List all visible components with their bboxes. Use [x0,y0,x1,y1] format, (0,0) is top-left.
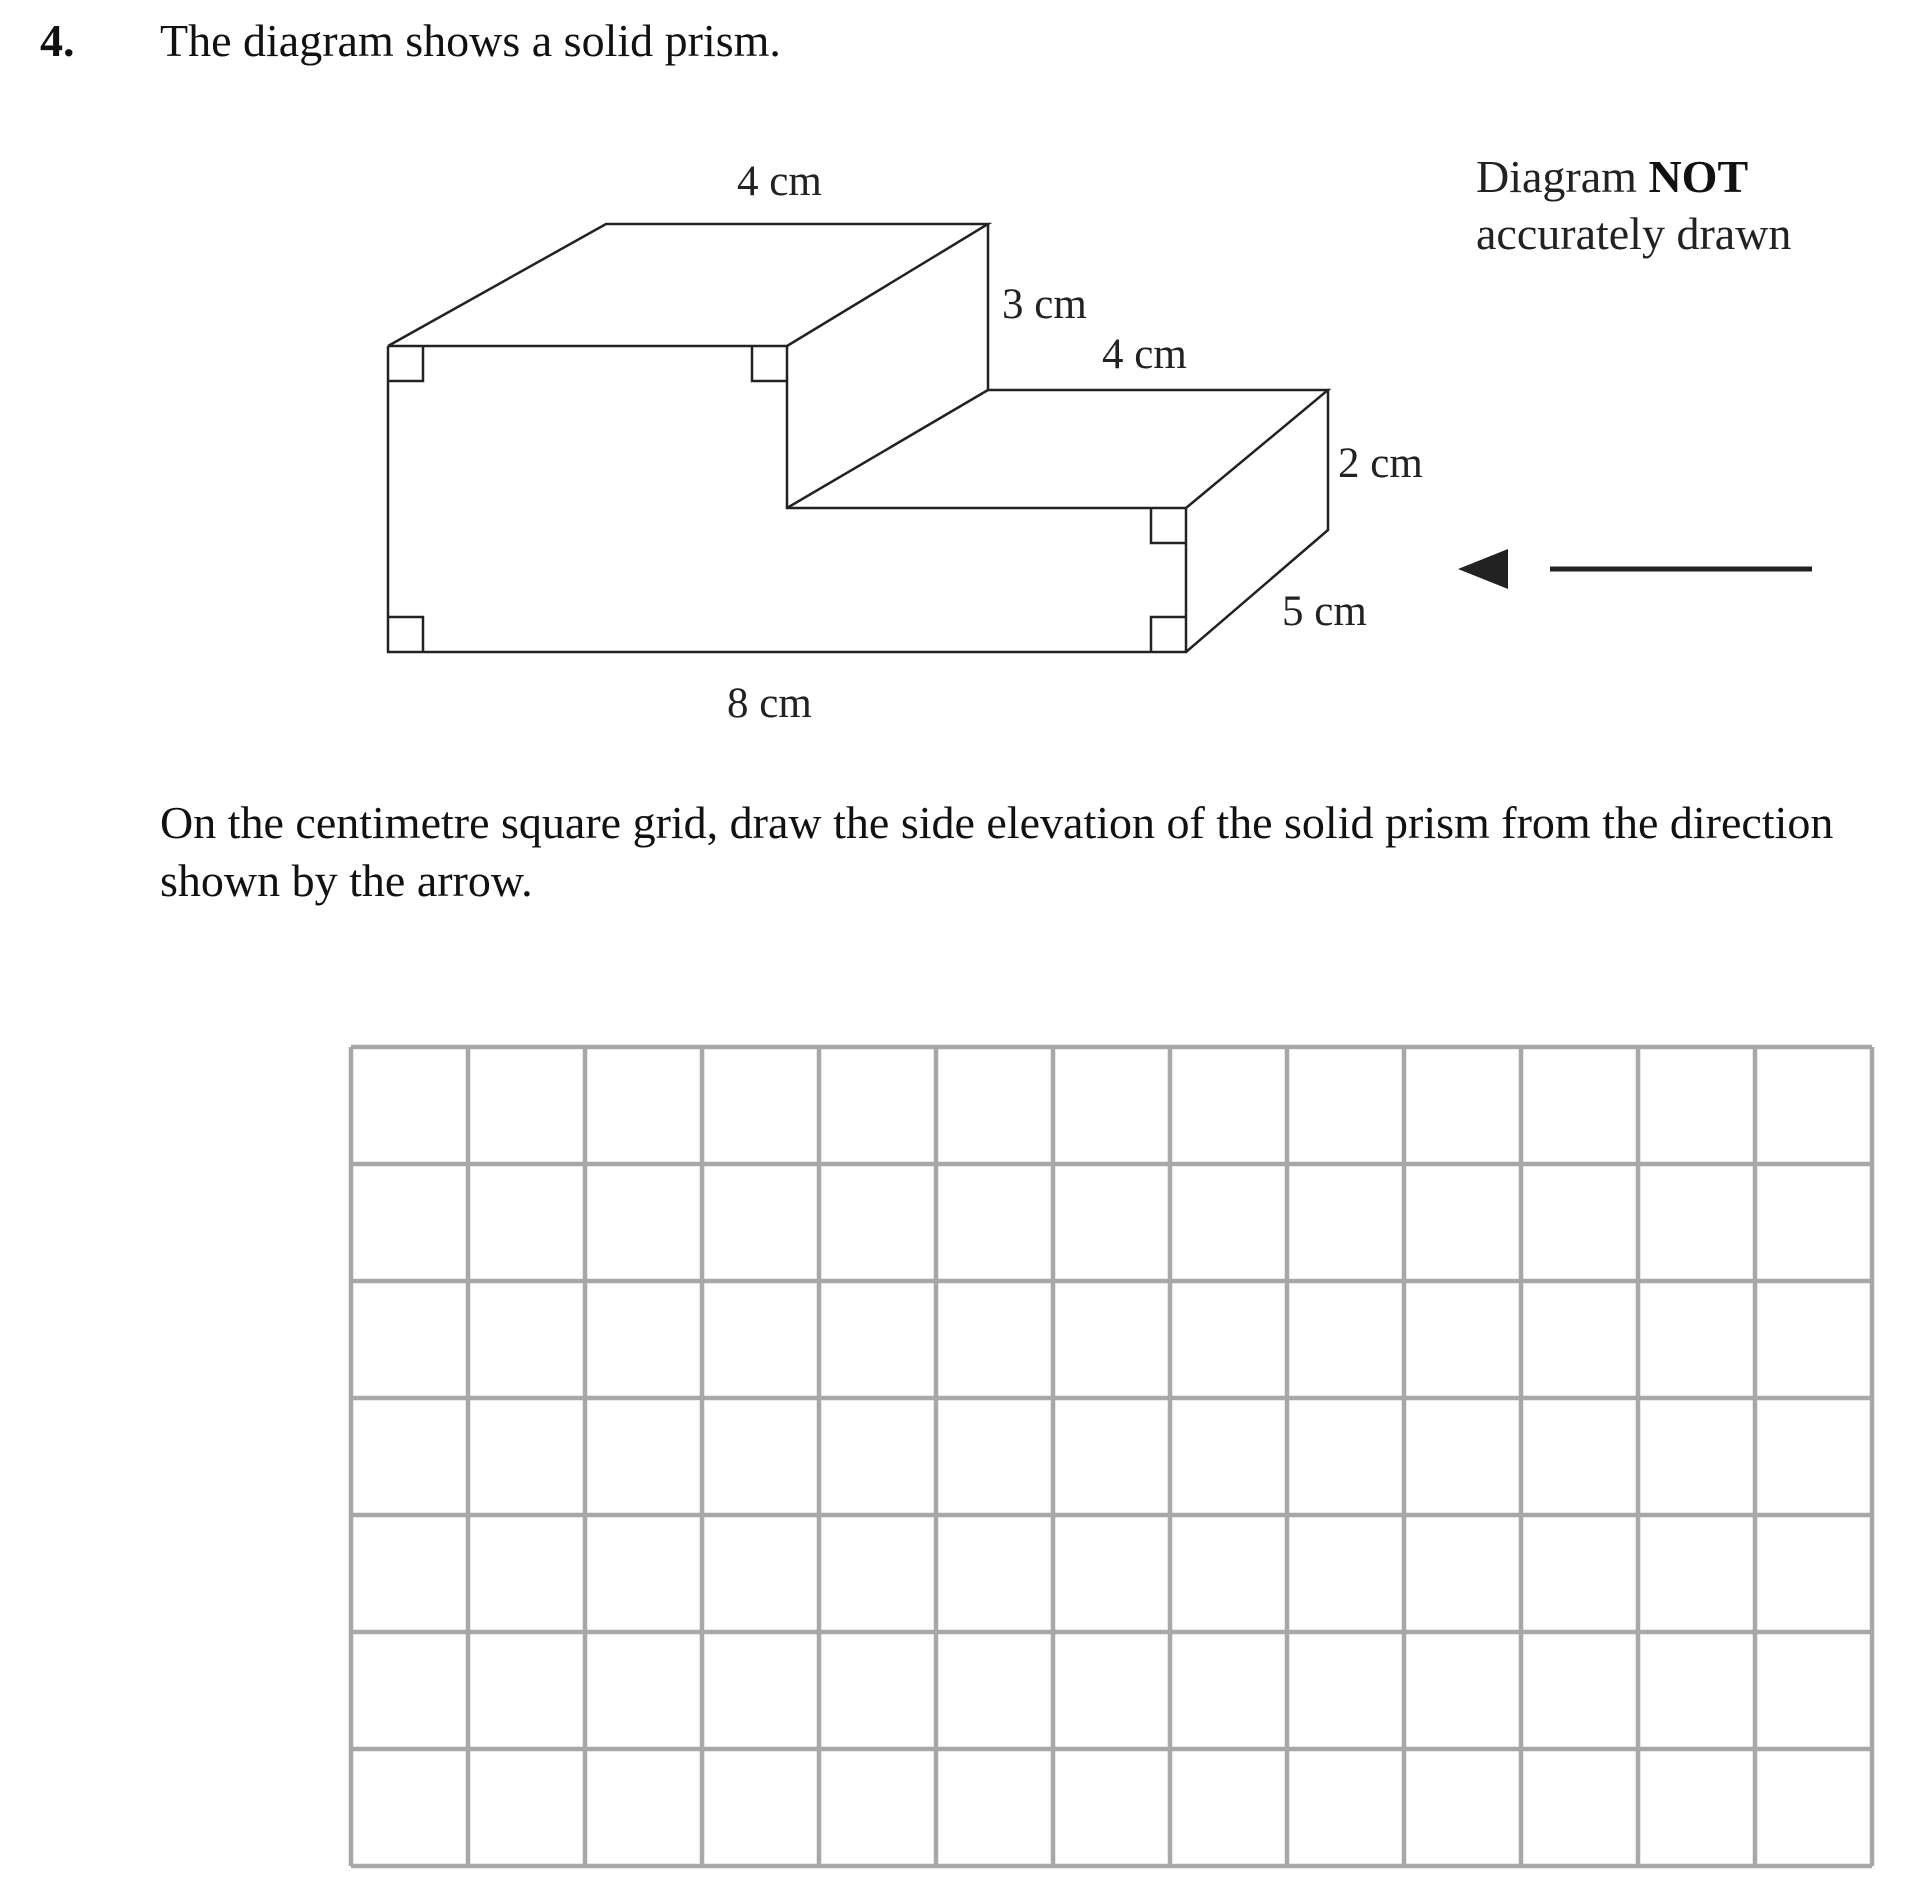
front-face [388,346,1186,652]
right-angle-marker [388,617,423,652]
note-prefix: Diagram [1476,151,1649,202]
note-bold: NOT [1648,151,1749,202]
diagram-note-line2: accurately drawn [1476,208,1792,259]
lower-step-top [988,390,1328,508]
arrow-head-icon [1458,549,1508,589]
right-angle-marker [1151,508,1186,543]
right-angle-marker [1151,617,1186,652]
right-angle-marker [752,346,787,381]
prism-outline [388,224,1328,652]
step-riser-diagonal [787,390,988,508]
label-step-width: 4 cm [1102,331,1187,378]
diagram-note-line1 [1476,151,1748,202]
right-angle-marker [388,346,423,381]
label-right-height: 2 cm [1338,440,1423,487]
question-text: The diagram shows a solid prism. [160,15,781,66]
label-base-length: 8 cm [727,680,812,727]
centimetre-grid[interactable] [351,1047,1872,1866]
label-depth: 5 cm [1282,588,1367,635]
direction-arrow [1458,549,1812,589]
label-step-height: 3 cm [1002,281,1087,328]
question-number: 4. [40,15,75,66]
tall-block-top [388,224,988,346]
label-top-width: 4 cm [737,158,822,205]
instruction-text: On the centimetre square grid, draw the side elevation of the solid prism from the direction shown by the arrow. [160,797,1834,906]
